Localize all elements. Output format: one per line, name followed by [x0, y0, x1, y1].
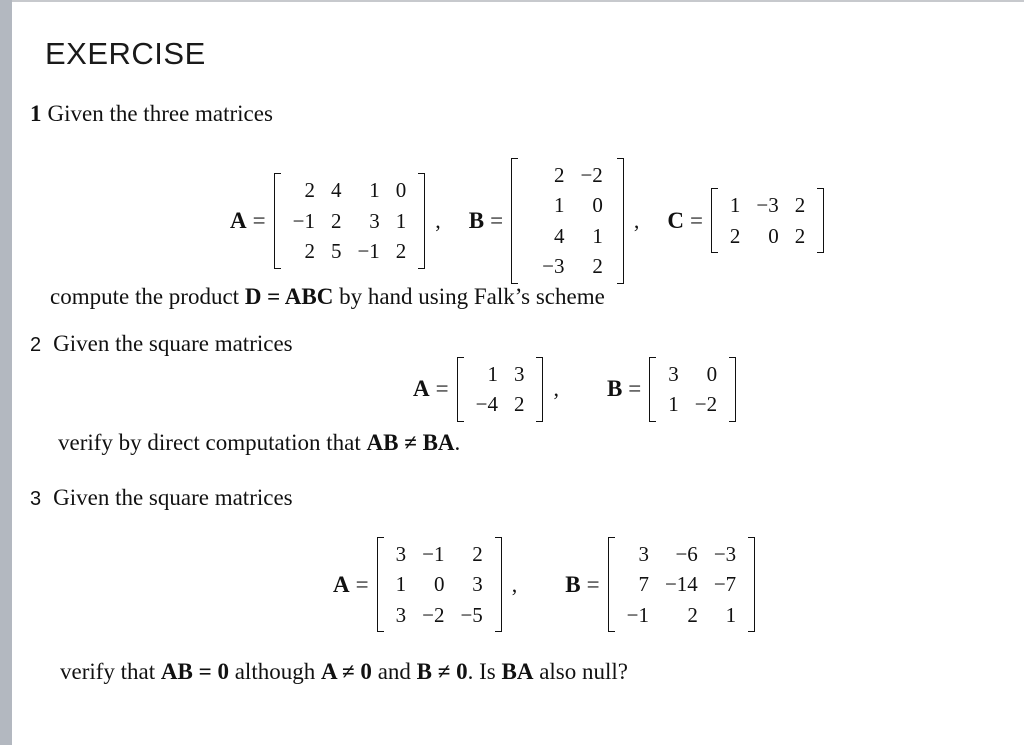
matrix-entry: 2 [794, 223, 806, 248]
matrix-entry: 0 [768, 223, 779, 248]
exercise-1-intro [30, 102, 273, 125]
page-title: EXERCISE [45, 36, 206, 71]
matrix-entry: 2 [330, 208, 342, 233]
ex3-matrix-b-grid [615, 537, 749, 632]
ex3-matrix-a [377, 537, 502, 632]
matrix-c [711, 188, 824, 253]
matrix-entry: −7 [713, 572, 737, 597]
matrix-entry: 4 [553, 223, 565, 248]
ex3-text-3: and [371, 659, 417, 684]
matrix-entry: 1 [395, 572, 407, 597]
exercise-1-task-text: compute the product [50, 284, 245, 309]
exercise-3-intro-text: Given the square matrices [53, 485, 293, 510]
matrix-b-label: B [468, 207, 485, 233]
exercise-2-relation: AB ≠ BA [366, 430, 455, 455]
matrix-entry: 2 [472, 542, 483, 566]
matrix-entry: 1 [553, 193, 565, 218]
matrix-entry: 5 [330, 239, 342, 264]
exercise-1-task [50, 285, 605, 308]
matrix-entry: 2 [687, 602, 698, 627]
matrix-entry: 1 [395, 208, 407, 233]
exercise-1-product: D = ABC [244, 284, 334, 309]
matrix-entry: 3 [668, 362, 679, 386]
exercise-2-task-text: verify by direct computation that [58, 430, 367, 455]
matrix-entry: 1 [487, 362, 498, 386]
matrix-entry: 2 [592, 254, 603, 279]
window-top-border [12, 0, 1024, 2]
matrix-entry: 4 [330, 178, 342, 203]
exercise-3-matrices: A = 3 −1 2 1 0 3 3 −2 −5 , B = 3 −6 −3 7 −14 −7 −1 2 1 [333, 537, 755, 632]
matrix-entry: −4 [475, 392, 498, 417]
exercise-2-task-end: . [454, 430, 461, 455]
exercise-2-task [58, 431, 460, 454]
matrix-entry: 2 [729, 223, 741, 248]
matrix-entry: 1 [369, 178, 380, 203]
ex3-text-2: although [228, 659, 321, 684]
matrix-a-grid [281, 173, 419, 268]
exercise-1-task-text-end: by hand using Falk’s scheme [333, 284, 605, 309]
matrix-entry: −1 [357, 239, 380, 264]
matrix-entry: 0 [706, 362, 718, 386]
ex3-text-1: verify that [60, 659, 161, 684]
ex2-matrix-a-grid [464, 357, 537, 422]
matrix-entry: 3 [513, 362, 525, 386]
ex3-math-3: B ≠ 0 [416, 659, 468, 684]
matrix-entry: 3 [369, 208, 380, 233]
matrix-c-grid [718, 188, 817, 253]
matrix-a [274, 173, 426, 268]
ex3-text-4: . Is [467, 659, 502, 684]
ex2-matrix-b-grid [656, 357, 729, 422]
matrix-entry: 0 [433, 572, 445, 597]
ex2-matrix-a [457, 357, 544, 422]
ex3-matrix-b [608, 537, 756, 632]
exercise-3-task [60, 660, 628, 683]
matrix-entry: −3 [542, 254, 565, 279]
exercise-1-number: 1 [30, 101, 42, 126]
ex2-matrix-b [649, 357, 736, 422]
matrix-c-label: C [667, 207, 684, 233]
exercise-3-number: 3 [30, 488, 42, 510]
exercise-2-number: 2 [30, 334, 42, 356]
exercise-3-intro [30, 486, 293, 509]
matrix-b [511, 158, 624, 284]
matrix-entry: 1 [592, 223, 603, 248]
matrix-entry: 2 [395, 239, 407, 264]
matrix-entry: 2 [304, 178, 315, 203]
matrix-entry: −3 [713, 542, 737, 566]
matrix-entry: 3 [638, 542, 649, 566]
matrix-entry: 3 [395, 602, 407, 627]
matrix-entry: 1 [668, 392, 679, 417]
matrix-entry: 2 [304, 239, 315, 264]
matrix-entry: −1 [292, 208, 315, 233]
matrix-entry: −2 [422, 602, 445, 627]
matrix-entry: 2 [513, 392, 525, 417]
matrix-entry: −5 [460, 602, 483, 627]
matrix-entry: 1 [729, 193, 741, 218]
exercise-2-matrices: A = 1 3 −4 2 , B = 3 0 1 −2 [413, 357, 736, 422]
matrix-entry: 1 [725, 602, 737, 627]
matrix-a-label: A [230, 207, 247, 233]
ex3-matrix-a-grid [384, 537, 495, 632]
ex3-math-4: BA [501, 659, 534, 684]
matrix-entry: 0 [395, 178, 407, 203]
matrix-entry: 0 [592, 193, 603, 218]
ex3-math-2: A ≠ 0 [320, 659, 372, 684]
matrix-entry: −1 [626, 602, 649, 627]
matrix-entry: 3 [472, 572, 483, 597]
exercise-2-intro-text: Given the square matrices [53, 331, 293, 356]
matrix-entry: 2 [794, 193, 806, 218]
ex3-text-5: also null? [533, 659, 628, 684]
exercise-1-matrices: A = 2 4 1 0 −1 2 3 1 2 5 −1 2 , B = 2 −2 1 0 4 1 −3 2 , C = 1 −3 2 2 0 2 [230, 158, 824, 284]
exercise-1-intro-text: Given the three matrices [47, 101, 273, 126]
matrix-entry: 2 [553, 163, 565, 187]
window-left-border [0, 0, 12, 745]
matrix-entry: −2 [580, 163, 603, 187]
matrix-entry: 7 [638, 572, 649, 597]
matrix-b-grid [518, 158, 617, 284]
matrix-entry: −3 [756, 193, 779, 218]
matrix-entry: −6 [675, 542, 698, 566]
matrix-entry: −1 [422, 542, 445, 566]
exercise-2-intro [30, 332, 293, 355]
matrix-entry: 3 [395, 542, 407, 566]
ex3-math-1: AB = 0 [160, 659, 229, 684]
matrix-entry: −2 [694, 392, 718, 417]
matrix-entry: −14 [664, 572, 698, 597]
